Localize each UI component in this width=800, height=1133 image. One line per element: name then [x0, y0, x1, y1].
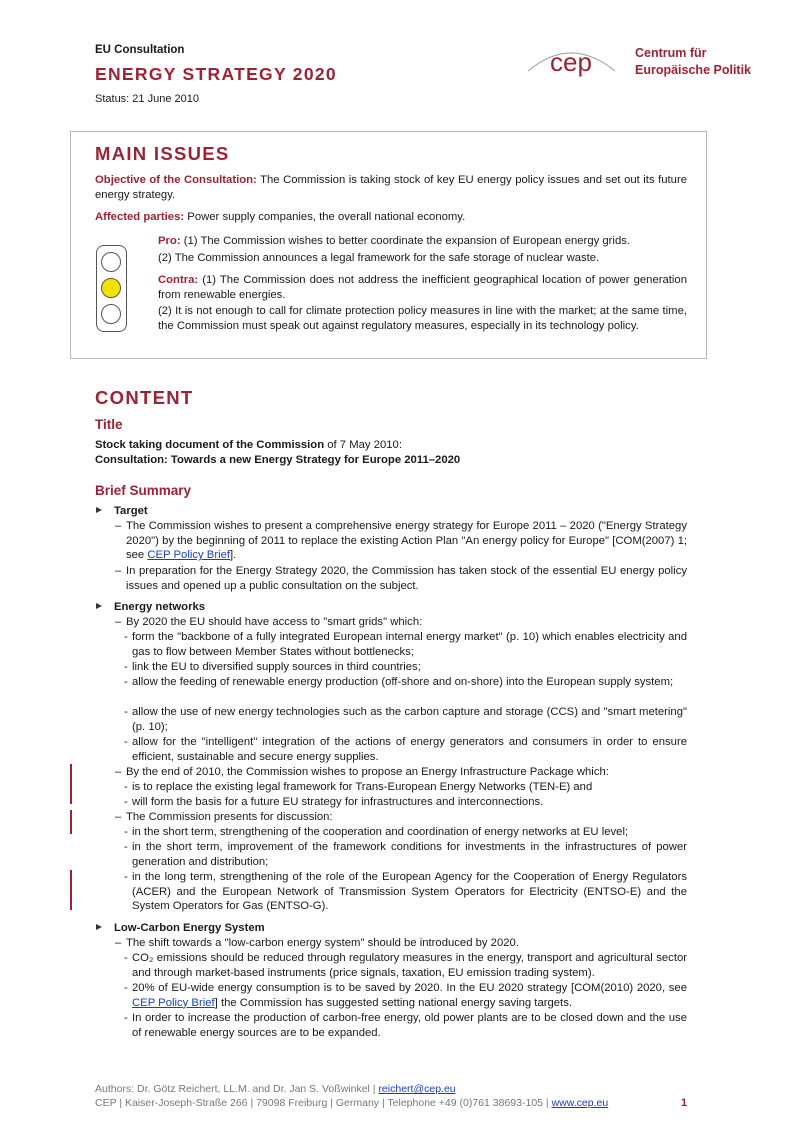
section-energy-networks: [96, 600, 205, 614]
lowcarbon-sub-1: - CO₂ emissions should be reduced through regulatory measures in the energy, transport and agricultural sector and through market-based instruments (price signals, taxation, EU emission trading system).: [124, 952, 687, 979]
networks-dash-2-text: By the end of 2010, the Commission wishes to propose an Energy Infrastructure Package which:: [126, 766, 609, 778]
networks-dash-3-text: The Commission presents for discussion:: [126, 811, 333, 823]
networks-sub-3-text: allow the feeding of renewable energy production (off-shore and on-shore) into the European supply system;: [132, 676, 674, 688]
networks-sub-3: - allow the feeding of renewable energy production (off-shore and on-shore) into the European supply system;: [124, 676, 674, 688]
networks-dash-1-text: By 2020 the EU should have access to "smart grids" which:: [126, 616, 423, 628]
networks-dash-1: – By 2020 the EU should have access to "smart grids" which:: [115, 616, 423, 628]
networks-sub-4-text: allow the use of new energy technologies such as the carbon capture and storage (CCS) and "smart metering" (p. 10);: [132, 706, 687, 733]
lowcarbon-dash-1-text: The shift towards a "low-carbon energy system" should be introduced by 2020.: [126, 937, 519, 949]
triangle-bullet-icon: [96, 603, 102, 609]
networks-dash-2: – By the end of 2010, the Commission wishes to propose an Energy Infrastructure Package which:: [115, 766, 609, 778]
lowcarbon-sub-2: - 20% of EU-wide energy consumption is to be saved by 2020. In the EU 2020 strategy [COM(2010) 2020, see CEP Policy Brief] the Commission has suggested setting national energy saving targets.: [124, 982, 687, 1009]
footer-authors-text: Authors: Dr. Götz Reichert, LL.M. and Dr. Jan S. Voßwinkel |: [95, 1083, 379, 1095]
networks-sub-6: - is to replace the existing legal framework for Trans-European Energy Networks (TEN-E) and: [124, 781, 593, 793]
traffic-light-bottom-lamp: [101, 304, 121, 324]
document-title: ENERGY STRATEGY 2020: [95, 64, 337, 84]
org-name-line2: Europäische Politik: [635, 63, 752, 77]
footer-authors: [95, 1083, 456, 1095]
page-number: 1: [681, 1097, 688, 1109]
objective-label: Objective of the Consultation:: [95, 174, 257, 186]
document-status: Status: 21 June 2010: [95, 93, 199, 105]
contra-label: Contra:: [158, 274, 199, 286]
networks-sub-8-text: in the short term, strengthening of the cooperation and coordination of energy networks at EU level;: [132, 826, 629, 838]
traffic-light-top-lamp: [101, 252, 121, 272]
networks-sub-5-text: allow for the "intelligent" integration of the actions of energy generators and consumers in order to ensure efficient, sustainable and secure energy supplies.: [132, 736, 687, 763]
networks-sub-1-text: form the "backbone of a fully integrated European internal energy market" (p. 10) which enables electricity and gas to flow between Member States without bottlenecks;: [132, 631, 687, 658]
networks-dash-3: – The Commission presents for discussion:: [115, 811, 333, 823]
change-bar: [70, 810, 72, 834]
org-name-line1: Centrum für: [635, 46, 707, 60]
document-type: EU Consultation: [95, 44, 185, 56]
networks-sub-7-text: will form the basis for a future EU strategy for infrastructures and interconnections.: [132, 796, 544, 808]
triangle-bullet-icon: [96, 924, 102, 930]
networks-sub-2: - link the EU to diversified supply sources in third countries;: [124, 661, 421, 673]
lowcarbon-sub-3: - In order to increase the production of carbon-free energy, old power plants are to be closed down and the use of renewable energy sources are to be expanded.: [124, 1012, 687, 1039]
lowcarbon-sub-2-text: 20% of EU-wide energy consumption is to be saved by 2020. In the EU 2020 strategy [COM(2010) 2020, see: [132, 982, 687, 994]
networks-sub-1: - form the "backbone of a fully integrated European internal energy market" (p. 10) which enables electricity and gas to flow between Member States without bottlenecks;: [124, 631, 687, 658]
title-line-1: [95, 438, 402, 453]
title-line-2: Consultation: Towards a new Energy Strategy for Europe 2011–2020: [95, 454, 461, 466]
networks-sub-10: - in the long term, strengthening of the role of the European Agency for the Cooperation of Energy Regulators (ACER) and the European Network of Transmission System Operators for Electricity (ENTSO-E) and the System Operators for Gas (ENTSO-G).: [124, 871, 687, 913]
pro-block: [158, 234, 687, 265]
target-dash-2-text: In preparation for the Energy Strategy 2020, the Commission has taken stock of the essential EU energy policy issues and opened up a public consultation on the subject.: [126, 565, 687, 592]
footer-address-text: CEP | Kaiser-Joseph-Straße 266 | 79098 Freiburg | Germany | Telephone +49 (0)761 38693-105 |: [95, 1097, 552, 1109]
objective-paragraph: [95, 173, 687, 202]
website-link[interactable]: www.cep.eu: [551, 1097, 609, 1109]
section-energy-networks-heading: Energy networks: [114, 601, 206, 613]
networks-sub-7: - will form the basis for a future EU strategy for infrastructures and interconnections.: [124, 796, 544, 808]
contra-item-1: (1) The Commission does not address the inefficient geographical location of power generation from renewable energies.: [158, 274, 687, 301]
lowcarbon-sub-3-text: In order to increase the production of carbon-free energy, old power plants are to be closed down and the use of renewable energy sources are to be expanded.: [132, 1012, 687, 1039]
traffic-light-middle-lamp-yellow: [101, 278, 121, 298]
contra-item-2: (2) It is not enough to call for climate protection policy measures in line with the market; at the same time, the Commission must speak out against regulatory measures, especially in its technology policy.: [158, 305, 687, 332]
org-name: [635, 45, 751, 79]
triangle-bullet-icon: [96, 507, 102, 513]
cep-policy-brief-link-2[interactable]: CEP Policy Brief: [132, 996, 215, 1009]
lowcarbon-dash-1: – The shift towards a "low-carbon energy system" should be introduced by 2020.: [115, 937, 519, 949]
networks-sub-9-text: in the short term, improvement of the framework conditions for investments in the infrastructures of power generation and distribution;: [132, 841, 687, 868]
traffic-light-icon: [96, 245, 127, 332]
networks-sub-9: - in the short term, improvement of the framework conditions for investments in the infrastructures of power generation and distribution;: [124, 841, 687, 868]
title-line-1-rest: of 7 May 2010:: [324, 439, 402, 451]
section-low-carbon: [96, 921, 265, 935]
affected-label: Affected parties:: [95, 211, 185, 223]
contra-block: [158, 273, 687, 333]
content-heading: CONTENT: [95, 387, 194, 408]
pro-label: Pro:: [158, 235, 181, 247]
brief-summary-heading: Brief Summary: [95, 483, 192, 498]
pro-item-2: (2) The Commission announces a legal framework for the safe storage of nuclear waste.: [158, 251, 600, 264]
change-bar: [70, 870, 72, 910]
author-email-link[interactable]: reichert@cep.eu: [378, 1083, 456, 1095]
section-low-carbon-heading: Low-Carbon Energy System: [114, 922, 265, 934]
section-target-heading: Target: [114, 505, 148, 517]
cep-logo: [524, 41, 619, 85]
target-dash-1: – The Commission wishes to present a comprehensive energy strategy for Europe 2011 – 2020 ("Energy Strategy 2020") by the beginning of 2011 to replace the existing Action Plan "An energy policy for Europe" [COM(2007) 1; see CEP Policy Brief].: [115, 520, 687, 562]
affected-text: Power supply companies, the overall national economy.: [184, 211, 466, 223]
title-line-1-bold: Stock taking document of the Commission: [95, 439, 325, 451]
main-issues-heading: MAIN ISSUES: [95, 143, 230, 164]
networks-sub-5: - allow for the "intelligent" integration of the actions of energy generators and consumers in order to ensure efficient, sustainable and secure energy supplies.: [124, 736, 687, 763]
target-dash-2: – In preparation for the Energy Strategy 2020, the Commission has taken stock of the essential EU energy policy issues and opened up a public consultation on the subject.: [115, 565, 687, 592]
section-target: [96, 504, 148, 518]
lowcarbon-sub-1-text: CO₂ emissions should be reduced through regulatory measures in the energy, transport and agricultural sector and through market-based instruments (price signals, taxation, EU emission trading system).: [132, 952, 687, 979]
cep-logo-text: cep: [550, 47, 592, 77]
networks-sub-8: - in the short term, strengthening of the cooperation and coordination of energy networks at EU level;: [124, 826, 629, 838]
title-heading: Title: [95, 417, 123, 432]
target-dash-1-end: ].: [230, 549, 237, 562]
lowcarbon-sub-2-end: ] the Commission has suggested setting national energy saving targets.: [214, 996, 572, 1009]
objective-text: The Commission is taking stock of key EU energy policy issues and set out its future energy strategy.: [95, 174, 687, 201]
affected-paragraph: [95, 210, 687, 225]
cep-policy-brief-link-1[interactable]: CEP Policy Brief: [147, 549, 231, 562]
pro-item-1: (1) The Commission wishes to better coordinate the expansion of European energy grids.: [180, 235, 631, 247]
footer-address: [95, 1097, 608, 1109]
networks-sub-4: - allow the use of new energy technologies such as the carbon capture and storage (CCS) and "smart metering" (p. 10);: [124, 706, 687, 733]
networks-sub-6-text: is to replace the existing legal framework for Trans-European Energy Networks (TEN-E) and: [132, 781, 593, 793]
change-bar: [70, 764, 72, 804]
networks-sub-2-text: link the EU to diversified supply sources in third countries;: [132, 661, 421, 673]
target-dash-1-text: The Commission wishes to present a comprehensive energy strategy for Europe 2011 – 2020 ("Energy Strategy 2020") by the beginning of 2011 to replace the existing Action Plan "An energy policy for Europe" [COM(2007) 1; see: [126, 520, 687, 562]
networks-sub-10-text: in the long term, strengthening of the role of the European Agency for the Cooperation of Energy Regulators (ACER) and the European Network of Transmission System Operators for Electricity (ENTSO-E) and the System Operators for Gas (ENTSO-G).: [132, 871, 687, 913]
